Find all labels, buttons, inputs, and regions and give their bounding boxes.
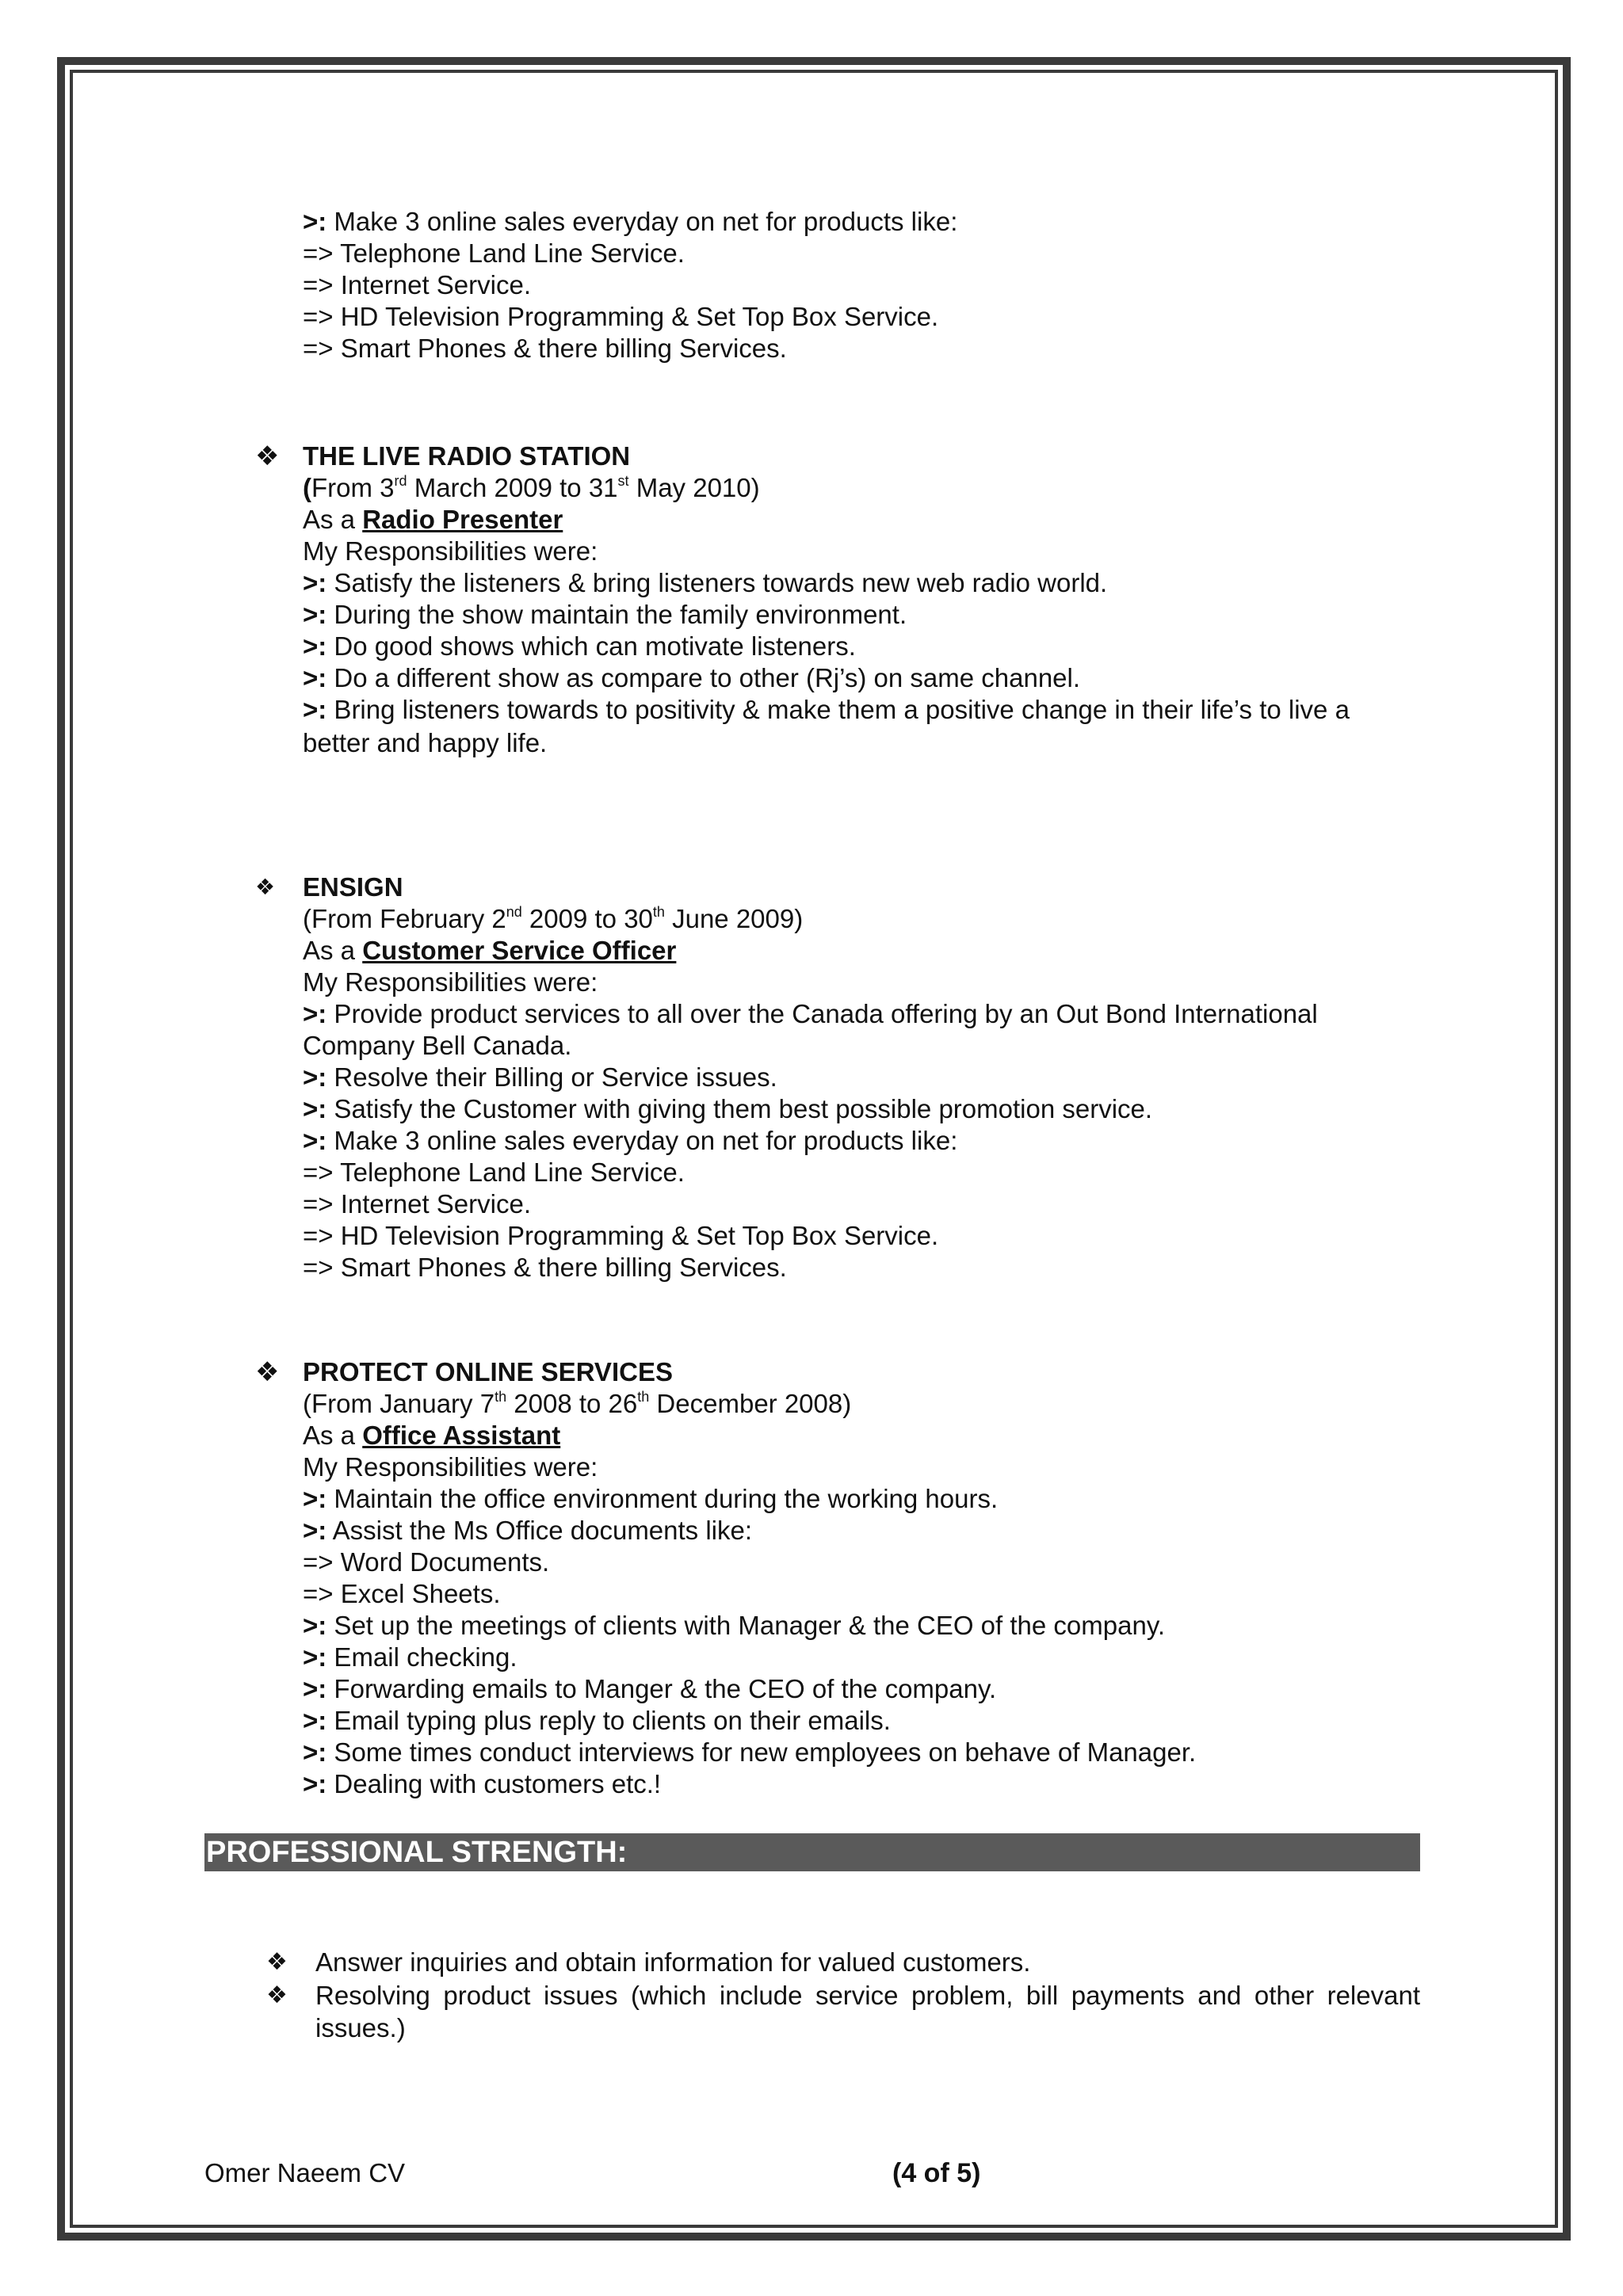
responsibility-item: >: During the show maintain the family environment.: [303, 600, 907, 629]
diamond-bullet-icon: ❖: [255, 1357, 280, 1387]
section-heading-professional-strength: PROFESSIONAL STRENGTH:: [204, 1833, 1420, 1871]
responsibility-item: >: Forwarding emails to Manger & the CEO of the company.: [303, 1674, 997, 1703]
job-role: As a Office Assistant: [303, 1421, 561, 1450]
responsibility-continuation: Company Bell Canada.: [303, 1031, 572, 1060]
responsibility-item: >: Assist the Ms Office documents like:: [303, 1516, 753, 1545]
diamond-bullet-icon: ❖: [266, 1982, 288, 2008]
responsibility-item: >: Do a different show as compare to other (Rj’s) on same channel.: [303, 663, 1081, 692]
company-name: ENSIGN: [303, 872, 403, 902]
responsibility-item: >: Resolve their Billing or Service issues.: [303, 1062, 777, 1092]
responsibilities-heading: My Responsibilities were:: [303, 536, 598, 566]
job-role: As a Radio Presenter: [303, 505, 563, 534]
responsibility-item: >: Email checking.: [303, 1642, 517, 1672]
list-item: => Internet Service.: [303, 1189, 531, 1219]
job-role: As a Customer Service Officer: [303, 936, 677, 965]
employment-period: (From January 7th 2008 to 26th December 2008): [303, 1389, 852, 1418]
list-item: >: Make 3 online sales everyday on net for products like:: [303, 207, 958, 236]
responsibility-item: >: Provide product services to all over the Canada offering by an Out Bond International: [303, 999, 1318, 1028]
responsibility-item: >: Make 3 online sales everyday on net for products like:: [303, 1126, 958, 1155]
list-item: => Excel Sheets.: [303, 1579, 501, 1608]
responsibility-continuation: better and happy life.: [303, 728, 548, 757]
employment-period: (From February 2nd 2009 to 30th June 2009): [303, 904, 804, 933]
diamond-bullet-icon: ❖: [266, 1949, 288, 1975]
list-item: => Internet Service.: [303, 270, 531, 299]
diamond-bullet-icon: ❖: [255, 441, 280, 471]
footer-name: Omer Naeem CV: [204, 2158, 406, 2187]
list-item: => HD Television Programming & Set Top Box Service.: [303, 302, 939, 331]
responsibility-item: >: Satisfy the Customer with giving them best possible promotion service.: [303, 1094, 1153, 1123]
responsibility-item: >: Maintain the office environment during the working hours.: [303, 1484, 999, 1513]
responsibility-item: >: Email typing plus reply to clients on their emails.: [303, 1706, 891, 1735]
list-item: => HD Television Programming & Set Top Box Service.: [303, 1221, 939, 1250]
responsibility-item: >: Set up the meetings of clients with Manager & the CEO of the company.: [303, 1611, 1166, 1640]
page-number: (4 of 5): [892, 2158, 981, 2188]
company-name: PROTECT ONLINE SERVICES: [303, 1357, 673, 1386]
list-item: => Word Documents.: [303, 1547, 550, 1577]
employment-period: (From 3rd March 2009 to 31st May 2010): [303, 473, 760, 502]
responsibilities-heading: My Responsibilities were:: [303, 1452, 598, 1482]
strength-item: Resolving product issues (which include service problem, bill payments and other relevant issues.): [315, 1981, 1420, 2042]
responsibility-item: >: Do good shows which can motivate listeners.: [303, 631, 856, 661]
diamond-bullet-icon: ❖: [255, 875, 276, 899]
responsibility-item: >: Some times conduct interviews for new employees on behave of Manager.: [303, 1737, 1197, 1767]
list-item: => Telephone Land Line Service.: [303, 238, 685, 268]
responsibility-item: >: Bring listeners towards to positivity & make them a positive change in their life’s to live a: [303, 695, 1350, 724]
list-item: => Telephone Land Line Service.: [303, 1158, 685, 1187]
list-item: => Smart Phones & there billing Services.: [303, 1253, 787, 1282]
company-name: THE LIVE RADIO STATION: [303, 441, 631, 471]
responsibility-item: >: Dealing with customers etc.!: [303, 1769, 662, 1798]
strength-item: Answer inquiries and obtain information for valued customers.: [315, 1947, 1031, 1977]
responsibilities-heading: My Responsibilities were:: [303, 967, 598, 997]
responsibility-item: >: Satisfy the listeners & bring listeners towards new web radio world.: [303, 568, 1108, 597]
list-item: => Smart Phones & there billing Services.: [303, 334, 787, 363]
